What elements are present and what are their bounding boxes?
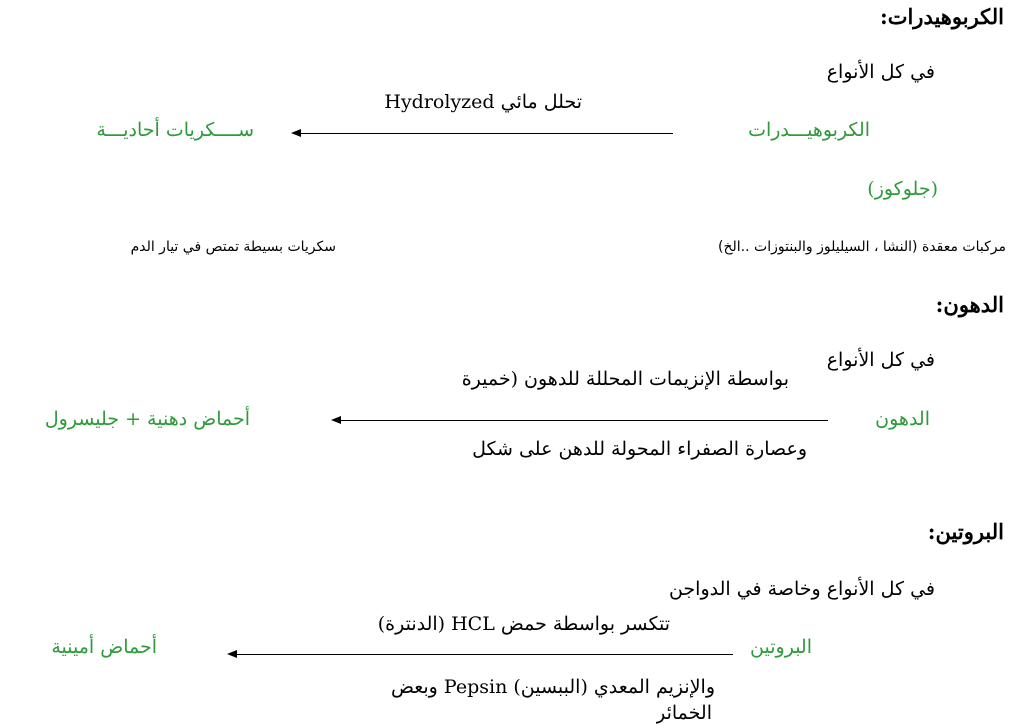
fats-species-text: في كل الأنواع [826,349,935,371]
fats-source-label: الدهون [875,408,930,430]
proteins-heading: البروتين: [927,519,1004,544]
fats-heading: الدهون: [935,292,1004,317]
fats-process-bottom: وعصارة الصفراء المحولة للدهن على شكل [472,438,807,460]
proteins-process-top: تتكسر بواسطة حمض HCL (الدنترة) [377,613,670,635]
carbs-complex-note: مركبات معقدة (النشا ، السيليلوز والبنتوزات ..الخ) [718,239,1006,255]
arrow-head-icon [227,650,237,658]
fats-process-top: بواسطة الإنزيمات المحللة للدهون (خميرة [461,368,789,390]
arrow-head-icon [331,416,341,424]
proteins-process-bottom: والإنزيم المعدي (الببسين) Pepsin وبعض [390,676,715,698]
carbohydrates-heading: الكربوهيدرات: [879,4,1004,29]
carbs-species-text: في كل الأنواع [826,61,935,83]
carbs-conversion-arrow [300,133,673,134]
fats-conversion-arrow [340,420,828,421]
arrow-head-icon [291,129,301,137]
proteins-species-text: في كل الأنواع وخاصة في الدواجن [668,578,935,600]
proteins-conversion-arrow [236,654,733,655]
fats-product-label: أحماض دهنية + جليسرول [44,408,250,430]
proteins-process-bottom-cont: الخمائر [656,704,712,724]
proteins-product-label: أحماض أمينية [51,636,157,658]
carbs-source-label: الكربوهيـــدرات [748,119,870,141]
carbs-product-label: ســــكريات أحاديـــة [96,119,254,141]
proteins-source-label: البروتين [750,636,812,658]
carbs-example-label: (جلوكوز) [867,178,938,200]
carbs-process-label: تحلل مائي Hydrolyzed [384,91,582,113]
carbs-simple-note: سكريات بسيطة تمتص في تيار الدم [130,239,336,255]
